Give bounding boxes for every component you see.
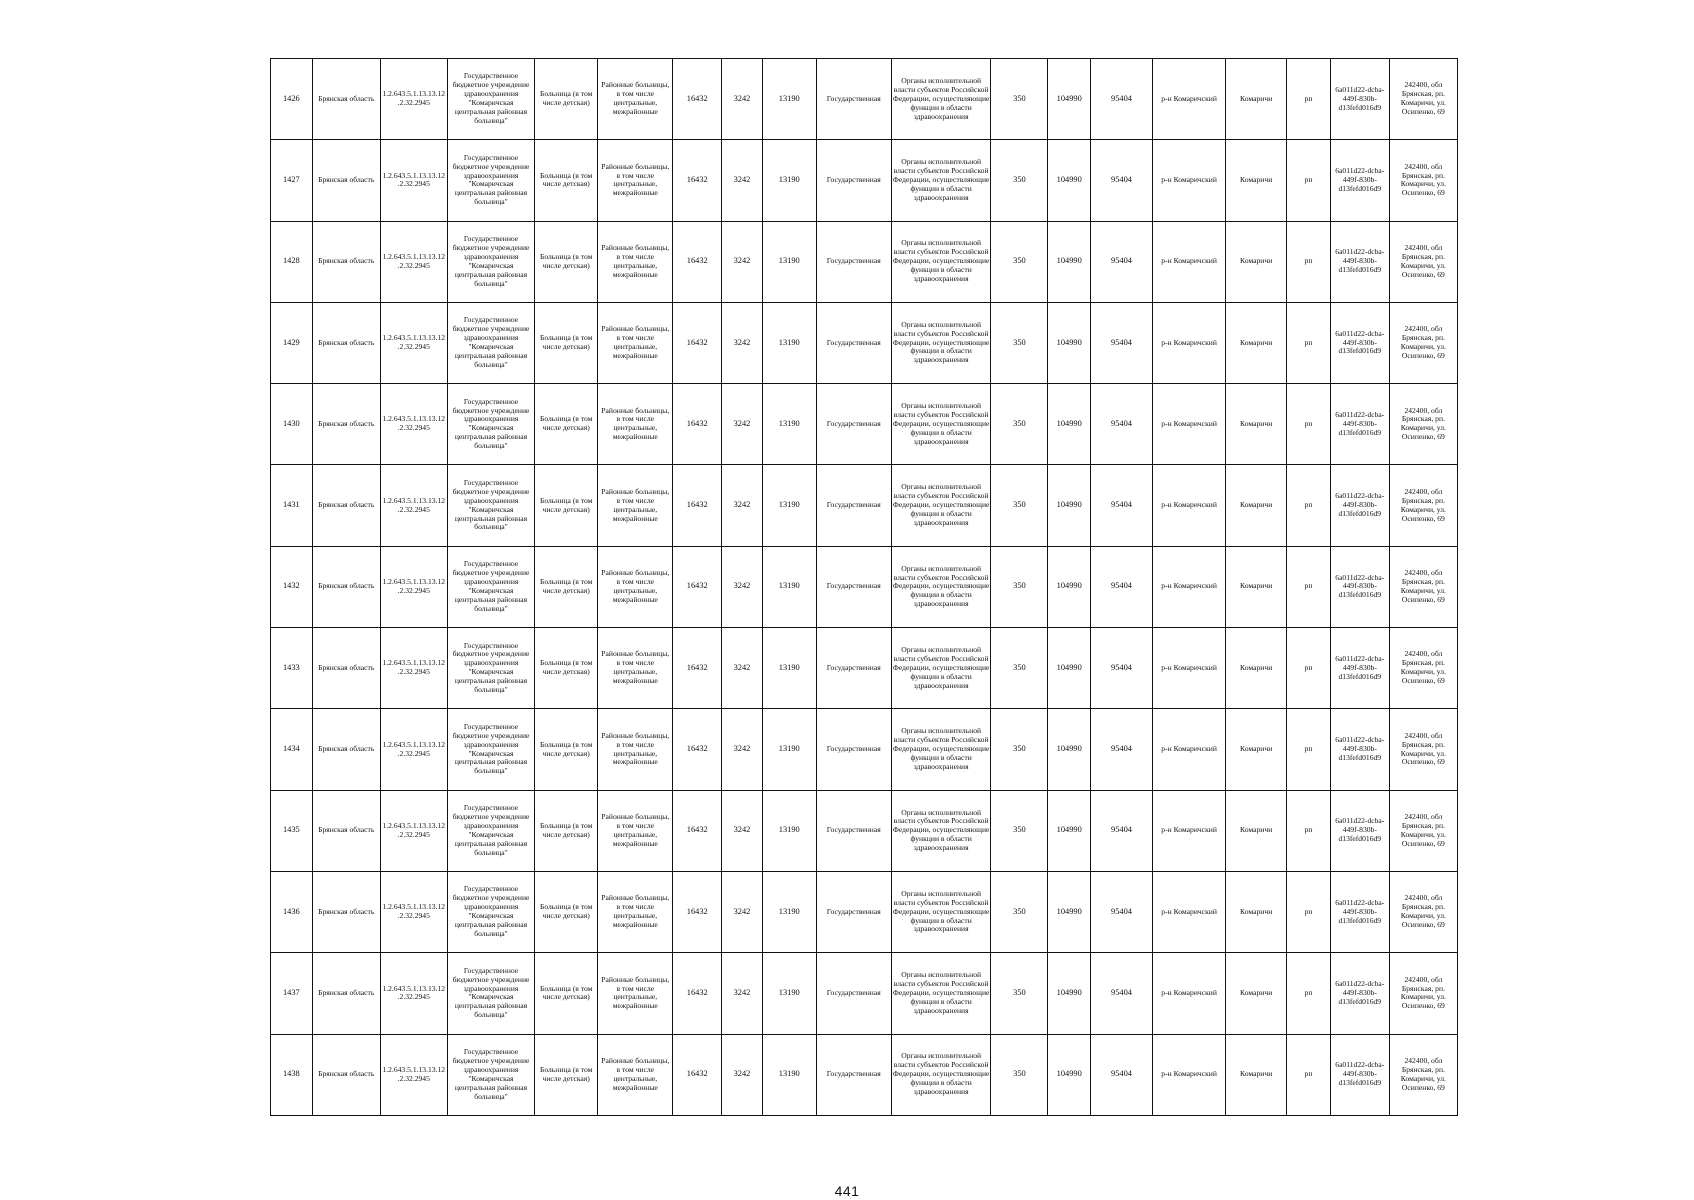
district-cell: р-н Комаричский [1153, 221, 1226, 302]
value-2-cell: 3242 [722, 465, 763, 546]
settlement-type-cell: рп [1287, 221, 1331, 302]
value-4-cell: 350 [991, 221, 1048, 302]
row-id-cell: 1437 [271, 953, 313, 1034]
address-cell: 242400, обл Брянская, рп. Комаричи, ул. Осипенко, 69 [1389, 546, 1457, 627]
value-2-cell: 3242 [722, 628, 763, 709]
category-cell: Районные больницы, в том числе центральные, межрайонные [598, 546, 673, 627]
district-cell: р-н Комаричский [1153, 709, 1226, 790]
guid-cell: 6a011d22-dcba-449f-830b-d13fefd016d9 [1330, 871, 1389, 952]
authority-cell: Органы исполнительной власти субъектов Российской Федерации, осуществляющие функции в области здравоохранения [891, 1034, 991, 1115]
value-4-cell: 350 [991, 59, 1048, 140]
table-row [271, 59, 1458, 140]
address-cell: 242400, обл Брянская, рп. Комаричи, ул. Осипенко, 69 [1389, 871, 1457, 952]
value-4-cell: 350 [991, 465, 1048, 546]
value-3-cell: 13190 [762, 465, 816, 546]
guid-cell: 6a011d22-dcba-449f-830b-d13fefd016d9 [1330, 140, 1389, 221]
row-id-cell: 1430 [271, 384, 313, 465]
guid-cell: 6a011d22-dcba-449f-830b-d13fefd016d9 [1330, 953, 1389, 1034]
address-cell: 242400, обл Брянская, рп. Комаричи, ул. Осипенко, 69 [1389, 628, 1457, 709]
value-6-cell: 95404 [1091, 59, 1153, 140]
district-cell: р-н Комаричский [1153, 1034, 1226, 1115]
value-2-cell: 3242 [722, 140, 763, 221]
authority-cell: Органы исполнительной власти субъектов Российской Федерации, осуществляющие функции в области здравоохранения [891, 790, 991, 871]
facility-type-cell: Больница (в том числе детская) [535, 140, 598, 221]
value-5-cell: 104990 [1048, 302, 1091, 383]
guid-cell: 6a011d22-dcba-449f-830b-d13fefd016d9 [1330, 546, 1389, 627]
region-cell: Брянская область [312, 384, 380, 465]
settlement-cell: Комаричи [1226, 221, 1287, 302]
value-5-cell: 104990 [1048, 628, 1091, 709]
row-id-cell: 1438 [271, 1034, 313, 1115]
settlement-type-cell: рп [1287, 546, 1331, 627]
district-cell: р-н Комаричский [1153, 59, 1226, 140]
settlement-type-cell: рп [1287, 465, 1331, 546]
category-cell: Районные больницы, в том числе центральные, межрайонные [598, 140, 673, 221]
authority-cell: Органы исполнительной власти субъектов Российской Федерации, осуществляющие функции в области здравоохранения [891, 59, 991, 140]
value-4-cell: 350 [991, 546, 1048, 627]
institution-name-cell: Государственное бюджетное учреждение здравоохранения "Комаричская центральная районная больница" [447, 221, 534, 302]
value-5-cell: 104990 [1048, 384, 1091, 465]
table-row [271, 302, 1458, 383]
region-cell: Брянская область [312, 871, 380, 952]
value-1-cell: 16432 [673, 709, 722, 790]
authority-cell: Органы исполнительной власти субъектов Российской Федерации, осуществляющие функции в области здравоохранения [891, 546, 991, 627]
row-id-cell: 1427 [271, 140, 313, 221]
code-cell: 1.2.643.5.1.13.13.12.2.32.2945 [380, 384, 447, 465]
row-id-cell: 1435 [271, 790, 313, 871]
settlement-type-cell: рп [1287, 709, 1331, 790]
value-2-cell: 3242 [722, 953, 763, 1034]
row-id-cell: 1434 [271, 709, 313, 790]
guid-cell: 6a011d22-dcba-449f-830b-d13fefd016d9 [1330, 1034, 1389, 1115]
ownership-cell: Государственная [816, 628, 891, 709]
value-2-cell: 3242 [722, 1034, 763, 1115]
value-1-cell: 16432 [673, 59, 722, 140]
table-row [271, 871, 1458, 952]
code-cell: 1.2.643.5.1.13.13.12.2.32.2945 [380, 465, 447, 546]
guid-cell: 6a011d22-dcba-449f-830b-d13fefd016d9 [1330, 221, 1389, 302]
value-3-cell: 13190 [762, 140, 816, 221]
value-5-cell: 104990 [1048, 546, 1091, 627]
code-cell: 1.2.643.5.1.13.13.12.2.32.2945 [380, 140, 447, 221]
institution-name-cell: Государственное бюджетное учреждение здравоохранения "Комаричская центральная районная больница" [447, 140, 534, 221]
settlement-type-cell: рп [1287, 790, 1331, 871]
category-cell: Районные больницы, в том числе центральные, межрайонные [598, 709, 673, 790]
value-2-cell: 3242 [722, 546, 763, 627]
value-1-cell: 16432 [673, 546, 722, 627]
authority-cell: Органы исполнительной власти субъектов Российской Федерации, осуществляющие функции в области здравоохранения [891, 709, 991, 790]
value-4-cell: 350 [991, 953, 1048, 1034]
district-cell: р-н Комаричский [1153, 546, 1226, 627]
category-cell: Районные больницы, в том числе центральные, межрайонные [598, 465, 673, 546]
settlement-cell: Комаричи [1226, 465, 1287, 546]
authority-cell: Органы исполнительной власти субъектов Российской Федерации, осуществляющие функции в области здравоохранения [891, 953, 991, 1034]
institution-name-cell: Государственное бюджетное учреждение здравоохранения "Комаричская центральная районная больница" [447, 302, 534, 383]
value-4-cell: 350 [991, 1034, 1048, 1115]
settlement-cell: Комаричи [1226, 59, 1287, 140]
value-1-cell: 16432 [673, 628, 722, 709]
category-cell: Районные больницы, в том числе центральные, межрайонные [598, 302, 673, 383]
settlement-type-cell: рп [1287, 628, 1331, 709]
settlement-cell: Комаричи [1226, 871, 1287, 952]
settlement-type-cell: рп [1287, 1034, 1331, 1115]
row-id-cell: 1432 [271, 546, 313, 627]
institution-name-cell: Государственное бюджетное учреждение здравоохранения "Комаричская центральная районная больница" [447, 871, 534, 952]
settlement-cell: Комаричи [1226, 953, 1287, 1034]
value-1-cell: 16432 [673, 953, 722, 1034]
ownership-cell: Государственная [816, 221, 891, 302]
category-cell: Районные больницы, в том числе центральные, межрайонные [598, 871, 673, 952]
table-row [271, 790, 1458, 871]
facility-type-cell: Больница (в том числе детская) [535, 384, 598, 465]
row-id-cell: 1426 [271, 59, 313, 140]
value-2-cell: 3242 [722, 871, 763, 952]
table-row [271, 221, 1458, 302]
settlement-cell: Комаричи [1226, 302, 1287, 383]
value-2-cell: 3242 [722, 384, 763, 465]
guid-cell: 6a011d22-dcba-449f-830b-d13fefd016d9 [1330, 790, 1389, 871]
value-3-cell: 13190 [762, 384, 816, 465]
settlement-type-cell: рп [1287, 302, 1331, 383]
address-cell: 242400, обл Брянская, рп. Комаричи, ул. Осипенко, 69 [1389, 790, 1457, 871]
value-4-cell: 350 [991, 709, 1048, 790]
authority-cell: Органы исполнительной власти субъектов Российской Федерации, осуществляющие функции в области здравоохранения [891, 384, 991, 465]
district-cell: р-н Комаричский [1153, 140, 1226, 221]
facility-type-cell: Больница (в том числе детская) [535, 709, 598, 790]
region-cell: Брянская область [312, 790, 380, 871]
value-3-cell: 13190 [762, 871, 816, 952]
row-id-cell: 1433 [271, 628, 313, 709]
value-2-cell: 3242 [722, 790, 763, 871]
guid-cell: 6a011d22-dcba-449f-830b-d13fefd016d9 [1330, 59, 1389, 140]
code-cell: 1.2.643.5.1.13.13.12.2.32.2945 [380, 221, 447, 302]
value-1-cell: 16432 [673, 790, 722, 871]
settlement-cell: Комаричи [1226, 384, 1287, 465]
district-cell: р-н Комаричский [1153, 790, 1226, 871]
region-cell: Брянская область [312, 1034, 380, 1115]
category-cell: Районные больницы, в том числе центральные, межрайонные [598, 953, 673, 1034]
institution-name-cell: Государственное бюджетное учреждение здравоохранения "Комаричская центральная районная больница" [447, 1034, 534, 1115]
value-6-cell: 95404 [1091, 140, 1153, 221]
category-cell: Районные больницы, в том числе центральные, межрайонные [598, 628, 673, 709]
settlement-type-cell: рп [1287, 953, 1331, 1034]
facilities-table [270, 58, 1458, 1116]
value-3-cell: 13190 [762, 302, 816, 383]
value-5-cell: 104990 [1048, 221, 1091, 302]
authority-cell: Органы исполнительной власти субъектов Российской Федерации, осуществляющие функции в области здравоохранения [891, 628, 991, 709]
value-5-cell: 104990 [1048, 1034, 1091, 1115]
authority-cell: Органы исполнительной власти субъектов Российской Федерации, осуществляющие функции в области здравоохранения [891, 140, 991, 221]
facility-type-cell: Больница (в том числе детская) [535, 790, 598, 871]
facility-type-cell: Больница (в том числе детская) [535, 221, 598, 302]
address-cell: 242400, обл Брянская, рп. Комаричи, ул. Осипенко, 69 [1389, 140, 1457, 221]
code-cell: 1.2.643.5.1.13.13.12.2.32.2945 [380, 790, 447, 871]
value-5-cell: 104990 [1048, 140, 1091, 221]
authority-cell: Органы исполнительной власти субъектов Российской Федерации, осуществляющие функции в области здравоохранения [891, 302, 991, 383]
value-3-cell: 13190 [762, 790, 816, 871]
table-row [271, 140, 1458, 221]
value-5-cell: 104990 [1048, 465, 1091, 546]
code-cell: 1.2.643.5.1.13.13.12.2.32.2945 [380, 953, 447, 1034]
value-3-cell: 13190 [762, 709, 816, 790]
value-5-cell: 104990 [1048, 953, 1091, 1034]
guid-cell: 6a011d22-dcba-449f-830b-d13fefd016d9 [1330, 709, 1389, 790]
ownership-cell: Государственная [816, 140, 891, 221]
address-cell: 242400, обл Брянская, рп. Комаричи, ул. Осипенко, 69 [1389, 302, 1457, 383]
code-cell: 1.2.643.5.1.13.13.12.2.32.2945 [380, 871, 447, 952]
facility-type-cell: Больница (в том числе детская) [535, 1034, 598, 1115]
region-cell: Брянская область [312, 59, 380, 140]
value-4-cell: 350 [991, 384, 1048, 465]
value-1-cell: 16432 [673, 465, 722, 546]
value-1-cell: 16432 [673, 1034, 722, 1115]
page-number: 441 [834, 1183, 860, 1199]
value-1-cell: 16432 [673, 871, 722, 952]
guid-cell: 6a011d22-dcba-449f-830b-d13fefd016d9 [1330, 384, 1389, 465]
ownership-cell: Государственная [816, 302, 891, 383]
value-1-cell: 16432 [673, 221, 722, 302]
region-cell: Брянская область [312, 709, 380, 790]
region-cell: Брянская область [312, 465, 380, 546]
value-3-cell: 13190 [762, 59, 816, 140]
value-2-cell: 3242 [722, 709, 763, 790]
region-cell: Брянская область [312, 628, 380, 709]
address-cell: 242400, обл Брянская, рп. Комаричи, ул. Осипенко, 69 [1389, 709, 1457, 790]
settlement-cell: Комаричи [1226, 628, 1287, 709]
code-cell: 1.2.643.5.1.13.13.12.2.32.2945 [380, 546, 447, 627]
authority-cell: Органы исполнительной власти субъектов Российской Федерации, осуществляющие функции в области здравоохранения [891, 465, 991, 546]
guid-cell: 6a011d22-dcba-449f-830b-d13fefd016d9 [1330, 465, 1389, 546]
code-cell: 1.2.643.5.1.13.13.12.2.32.2945 [380, 709, 447, 790]
address-cell: 242400, обл Брянская, рп. Комаричи, ул. Осипенко, 69 [1389, 953, 1457, 1034]
guid-cell: 6a011d22-dcba-449f-830b-d13fefd016d9 [1330, 302, 1389, 383]
category-cell: Районные больницы, в том числе центральные, межрайонные [598, 790, 673, 871]
value-6-cell: 95404 [1091, 871, 1153, 952]
value-6-cell: 95404 [1091, 628, 1153, 709]
table-row [271, 628, 1458, 709]
category-cell: Районные больницы, в том числе центральные, межрайонные [598, 59, 673, 140]
address-cell: 242400, обл Брянская, рп. Комаричи, ул. Осипенко, 69 [1389, 221, 1457, 302]
authority-cell: Органы исполнительной власти субъектов Российской Федерации, осуществляющие функции в области здравоохранения [891, 221, 991, 302]
guid-cell: 6a011d22-dcba-449f-830b-d13fefd016d9 [1330, 628, 1389, 709]
institution-name-cell: Государственное бюджетное учреждение здравоохранения "Комаричская центральная районная больница" [447, 384, 534, 465]
region-cell: Брянская область [312, 221, 380, 302]
ownership-cell: Государственная [816, 465, 891, 546]
value-4-cell: 350 [991, 302, 1048, 383]
region-cell: Брянская область [312, 140, 380, 221]
facility-type-cell: Больница (в том числе детская) [535, 465, 598, 546]
facility-type-cell: Больница (в том числе детская) [535, 953, 598, 1034]
row-id-cell: 1431 [271, 465, 313, 546]
value-6-cell: 95404 [1091, 709, 1153, 790]
district-cell: р-н Комаричский [1153, 628, 1226, 709]
row-id-cell: 1428 [271, 221, 313, 302]
settlement-cell: Комаричи [1226, 140, 1287, 221]
value-6-cell: 95404 [1091, 546, 1153, 627]
value-6-cell: 95404 [1091, 302, 1153, 383]
value-3-cell: 13190 [762, 546, 816, 627]
region-cell: Брянская область [312, 302, 380, 383]
table-row [271, 465, 1458, 546]
facility-type-cell: Больница (в том числе детская) [535, 59, 598, 140]
code-cell: 1.2.643.5.1.13.13.12.2.32.2945 [380, 628, 447, 709]
ownership-cell: Государственная [816, 709, 891, 790]
value-4-cell: 350 [991, 871, 1048, 952]
table-row [271, 546, 1458, 627]
value-3-cell: 13190 [762, 953, 816, 1034]
value-6-cell: 95404 [1091, 221, 1153, 302]
table-row [271, 709, 1458, 790]
category-cell: Районные больницы, в том числе центральные, межрайонные [598, 384, 673, 465]
value-2-cell: 3242 [722, 59, 763, 140]
value-6-cell: 95404 [1091, 384, 1153, 465]
value-3-cell: 13190 [762, 1034, 816, 1115]
value-5-cell: 104990 [1048, 709, 1091, 790]
category-cell: Районные больницы, в том числе центральные, межрайонные [598, 221, 673, 302]
settlement-type-cell: рп [1287, 140, 1331, 221]
code-cell: 1.2.643.5.1.13.13.12.2.32.2945 [380, 302, 447, 383]
district-cell: р-н Комаричский [1153, 465, 1226, 546]
value-4-cell: 350 [991, 628, 1048, 709]
institution-name-cell: Государственное бюджетное учреждение здравоохранения "Комаричская центральная районная больница" [447, 59, 534, 140]
value-5-cell: 104990 [1048, 790, 1091, 871]
table-row [271, 1034, 1458, 1115]
ownership-cell: Государственная [816, 546, 891, 627]
settlement-cell: Комаричи [1226, 790, 1287, 871]
district-cell: р-н Комаричский [1153, 871, 1226, 952]
authority-cell: Органы исполнительной власти субъектов Российской Федерации, осуществляющие функции в области здравоохранения [891, 871, 991, 952]
table-row [271, 953, 1458, 1034]
settlement-cell: Комаричи [1226, 546, 1287, 627]
ownership-cell: Государственная [816, 871, 891, 952]
value-2-cell: 3242 [722, 221, 763, 302]
value-4-cell: 350 [991, 140, 1048, 221]
ownership-cell: Государственная [816, 59, 891, 140]
institution-name-cell: Государственное бюджетное учреждение здравоохранения "Комаричская центральная районная больница" [447, 628, 534, 709]
region-cell: Брянская область [312, 546, 380, 627]
value-6-cell: 95404 [1091, 953, 1153, 1034]
value-4-cell: 350 [991, 790, 1048, 871]
district-cell: р-н Комаричский [1153, 384, 1226, 465]
address-cell: 242400, обл Брянская, рп. Комаричи, ул. Осипенко, 69 [1389, 1034, 1457, 1115]
value-6-cell: 95404 [1091, 790, 1153, 871]
ownership-cell: Государственная [816, 1034, 891, 1115]
value-6-cell: 95404 [1091, 1034, 1153, 1115]
value-5-cell: 104990 [1048, 871, 1091, 952]
region-cell: Брянская область [312, 953, 380, 1034]
value-6-cell: 95404 [1091, 465, 1153, 546]
value-2-cell: 3242 [722, 302, 763, 383]
address-cell: 242400, обл Брянская, рп. Комаричи, ул. Осипенко, 69 [1389, 465, 1457, 546]
facility-type-cell: Больница (в том числе детская) [535, 546, 598, 627]
address-cell: 242400, обл Брянская, рп. Комаричи, ул. Осипенко, 69 [1389, 59, 1457, 140]
table-row [271, 384, 1458, 465]
settlement-type-cell: рп [1287, 59, 1331, 140]
row-id-cell: 1429 [271, 302, 313, 383]
code-cell: 1.2.643.5.1.13.13.12.2.32.2945 [380, 59, 447, 140]
facility-type-cell: Больница (в том числе детская) [535, 302, 598, 383]
institution-name-cell: Государственное бюджетное учреждение здравоохранения "Комаричская центральная районная больница" [447, 546, 534, 627]
value-1-cell: 16432 [673, 302, 722, 383]
ownership-cell: Государственная [816, 384, 891, 465]
facility-type-cell: Больница (в том числе детская) [535, 628, 598, 709]
institution-name-cell: Государственное бюджетное учреждение здравоохранения "Комаричская центральная районная больница" [447, 790, 534, 871]
settlement-type-cell: рп [1287, 384, 1331, 465]
code-cell: 1.2.643.5.1.13.13.12.2.32.2945 [380, 1034, 447, 1115]
value-1-cell: 16432 [673, 140, 722, 221]
district-cell: р-н Комаричский [1153, 302, 1226, 383]
ownership-cell: Государственная [816, 953, 891, 1034]
facility-type-cell: Больница (в том числе детская) [535, 871, 598, 952]
value-3-cell: 13190 [762, 221, 816, 302]
institution-name-cell: Государственное бюджетное учреждение здравоохранения "Комаричская центральная районная больница" [447, 709, 534, 790]
district-cell: р-н Комаричский [1153, 953, 1226, 1034]
row-id-cell: 1436 [271, 871, 313, 952]
table-body [271, 59, 1458, 1116]
institution-name-cell: Государственное бюджетное учреждение здравоохранения "Комаричская центральная районная больница" [447, 465, 534, 546]
category-cell: Районные больницы, в том числе центральные, межрайонные [598, 1034, 673, 1115]
value-1-cell: 16432 [673, 384, 722, 465]
settlement-cell: Комаричи [1226, 1034, 1287, 1115]
institution-name-cell: Государственное бюджетное учреждение здравоохранения "Комаричская центральная районная больница" [447, 953, 534, 1034]
value-3-cell: 13190 [762, 628, 816, 709]
settlement-type-cell: рп [1287, 871, 1331, 952]
ownership-cell: Государственная [816, 790, 891, 871]
address-cell: 242400, обл Брянская, рп. Комаричи, ул. Осипенко, 69 [1389, 384, 1457, 465]
settlement-cell: Комаричи [1226, 709, 1287, 790]
value-5-cell: 104990 [1048, 59, 1091, 140]
